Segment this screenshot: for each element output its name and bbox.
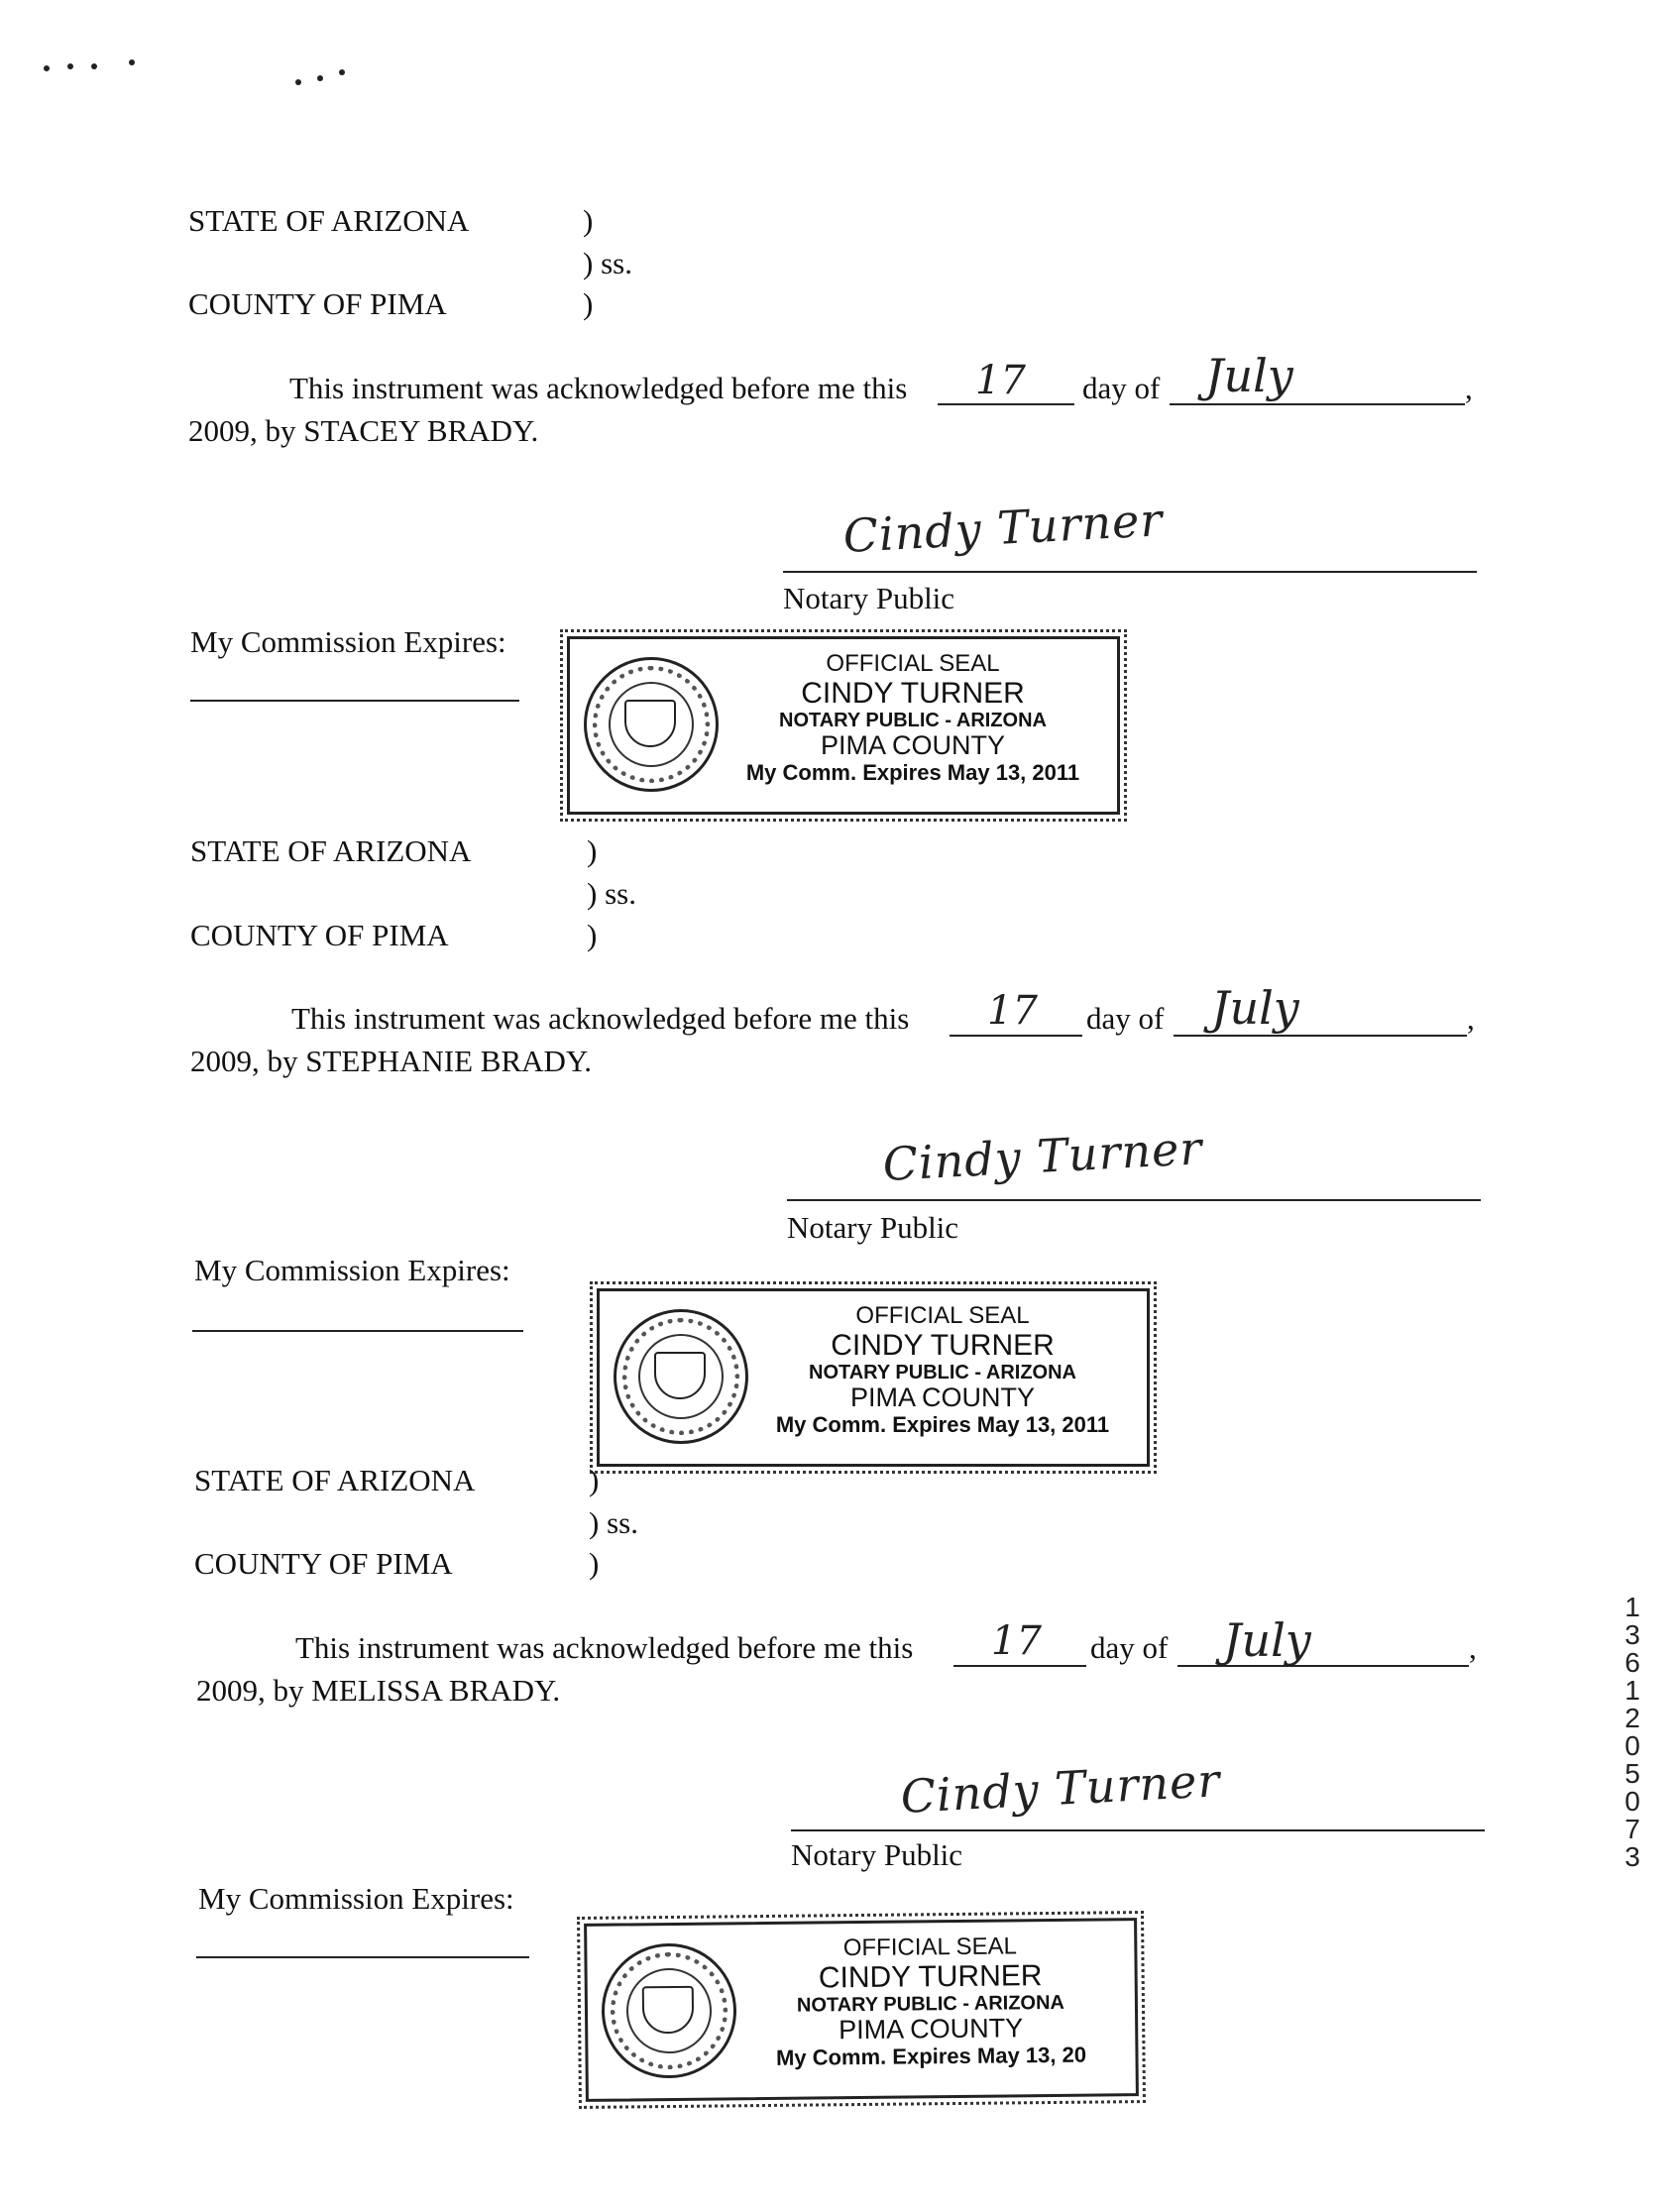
acknowledgment-text: This instrument was acknowledged before me this: [291, 1001, 910, 1036]
commission-label: My Commission Expires:: [198, 1881, 514, 1916]
notary-signature: Cindy Turner: [841, 493, 1165, 563]
comma: ,: [1469, 1630, 1477, 1665]
seal-expiry: My Comm. Expires May 13, 20: [775, 2042, 1087, 2070]
commission-line: [192, 1330, 523, 1332]
notary-signature: Cindy Turner: [899, 1753, 1222, 1824]
commission-label: My Commission Expires:: [194, 1253, 510, 1287]
day-of-label: day of: [1082, 371, 1161, 405]
ss-label: ) ss.: [589, 1505, 638, 1540]
comma: ,: [1465, 371, 1473, 405]
month-line: [1170, 403, 1465, 405]
signature-line: [783, 571, 1477, 573]
county-label: COUNTY OF PIMA: [190, 918, 449, 952]
paren-bottom: ): [589, 1546, 600, 1581]
state-label: STATE OF ARIZONA: [188, 203, 470, 238]
notary-seal: [584, 1918, 1139, 2102]
commission-line: [196, 1956, 529, 1958]
commission-label: My Commission Expires:: [190, 624, 506, 659]
paren-bottom: ): [583, 286, 594, 321]
notary-public-label: Notary Public: [787, 1210, 959, 1245]
notary-seal: [567, 636, 1120, 815]
state-seal-icon: [614, 1309, 748, 1444]
year-by-text: 2009, by STEPHANIE BRADY.: [190, 1044, 593, 1078]
day-line: [950, 1035, 1082, 1037]
paren-bottom: ): [587, 918, 598, 952]
state-label: STATE OF ARIZONA: [194, 1463, 476, 1497]
signature-line: [787, 1199, 1481, 1201]
county-label: COUNTY OF PIMA: [194, 1546, 453, 1581]
ss-label: ) ss.: [583, 246, 632, 280]
comma: ,: [1467, 1001, 1475, 1036]
recording-number: 13612 05073: [1624, 1592, 1640, 1872]
notary-public-label: Notary Public: [791, 1837, 963, 1872]
seal-role: NOTARY PUBLIC - ARIZONA: [796, 1992, 1065, 2018]
seal-name: CINDY TURNER: [818, 1959, 1043, 1995]
county-label: COUNTY OF PIMA: [188, 286, 447, 321]
notary-seal: [597, 1288, 1150, 1467]
month-handwritten: July: [1205, 349, 1293, 402]
notary-public-label: Notary Public: [783, 581, 955, 615]
seal-name: CINDY TURNER: [831, 1329, 1055, 1363]
year-by-text: 2009, by STACEY BRADY.: [188, 413, 539, 448]
seal-county: PIMA COUNTY: [839, 2013, 1024, 2046]
state-seal-icon: [584, 657, 719, 792]
day-line: [953, 1665, 1086, 1667]
seal-name: CINDY TURNER: [801, 677, 1025, 711]
seal-title: OFFICIAL SEAL: [826, 650, 1000, 677]
acknowledgment-text: This instrument was acknowledged before me this: [289, 371, 908, 405]
day-handwritten: 17: [991, 1618, 1042, 1664]
seal-expiry: My Comm. Expires May 13, 2011: [745, 760, 1080, 786]
paren-top: ): [587, 833, 598, 868]
seal-title: OFFICIAL SEAL: [855, 1302, 1030, 1329]
seal-title: OFFICIAL SEAL: [842, 1933, 1018, 1962]
day-handwritten: 17: [987, 988, 1038, 1034]
day-handwritten: 17: [975, 358, 1026, 403]
seal-role: NOTARY PUBLIC - ARIZONA: [779, 710, 1047, 732]
paren-top: ): [583, 203, 594, 238]
notary-signature: Cindy Turner: [881, 1121, 1204, 1191]
month-handwritten: July: [1211, 981, 1299, 1035]
month-handwritten: July: [1223, 1613, 1311, 1667]
state-seal-icon: [601, 1942, 736, 2078]
seal-county: PIMA COUNTY: [849, 1382, 1036, 1413]
day-of-label: day of: [1090, 1630, 1169, 1665]
commission-line: [190, 700, 519, 702]
seal-expiry: My Comm. Expires May 13, 2011: [775, 1412, 1110, 1438]
signature-line: [791, 1829, 1485, 1831]
paren-top: ): [589, 1463, 600, 1497]
ss-label: ) ss.: [587, 876, 636, 911]
seal-county: PIMA COUNTY: [820, 730, 1006, 761]
year-by-text: 2009, by MELISSA BRADY.: [196, 1673, 561, 1708]
month-line: [1174, 1035, 1467, 1037]
day-line: [938, 403, 1074, 405]
state-label: STATE OF ARIZONA: [190, 833, 472, 868]
month-line: [1177, 1665, 1469, 1667]
seal-role: NOTARY PUBLIC - ARIZONA: [809, 1362, 1076, 1384]
acknowledgment-text: This instrument was acknowledged before me this: [295, 1630, 914, 1665]
day-of-label: day of: [1086, 1001, 1165, 1036]
